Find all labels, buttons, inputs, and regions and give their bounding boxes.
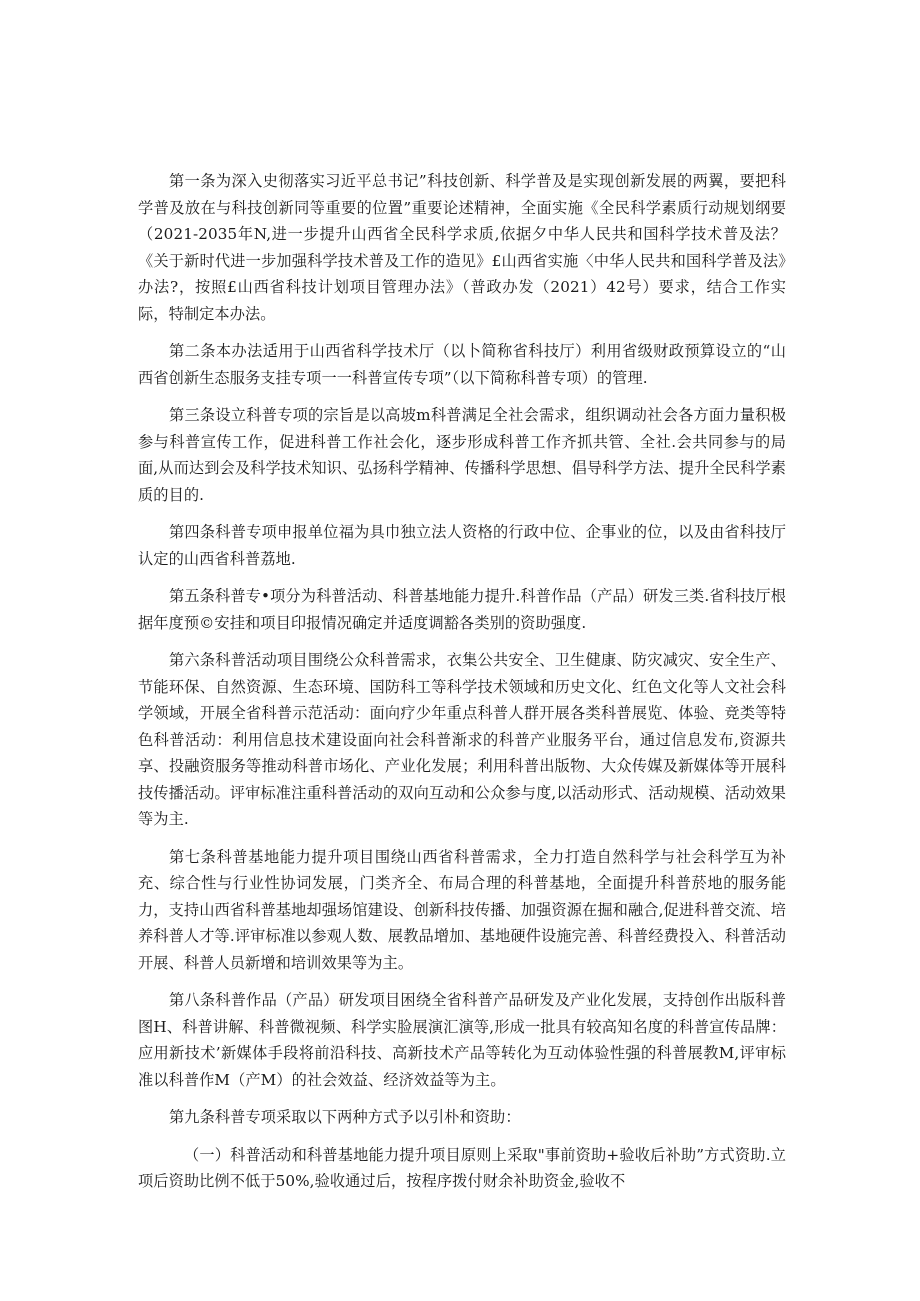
article-6: 第六条科普活动项目围绕公众科普需求，衣集公共安全、卫生健康、防灾减灾、安全生产、节能环保、自然资源、生态环境、国防科工等科学技术领域和历史文化、红色文化等人文社会科学领域，开展全省科普示范活动：面向疗少年重点科普人群开展各类科普展览、体验、竞类等特色科普活动：利用信息技术建设面向社会科普渐求的科普产业服务平台，通过信息发布,资源共享、投融资服务等推动科普市场化、产业化发展；利用科普出版物、大众传媒及新媒体等开展科技传播活动。评审标准注重科普活动的双向互动和公众参与度,以活动形式、活动规模、活动效果等为主. xyxy=(138,651,786,828)
article-7: 第七条科普基地能力提升项目围绕山西省科普需求，全力打造自然科学与社会科学互为补充、综合性与行业性协词发展，门类齐全、布局合理的科普基地，全面提升科普菸地的服务能力，支持山西省科普基地却强场馆建设、创新科技传播、加强资源在掘和融合,促进科普交流、培养科普人才等.评审标准以参观人数、展教品增加、基地硬件设施完善、科普经费投入、科普活动开展、科普人员新增和培训效果等为主。 xyxy=(138,847,786,972)
article-9-item-1: （一）科普活动和科普基地能力提升项目原则上采取"事前资助+验收后补助”方式资助.立项后资助比例不低于50%,验收通过后，按程序拨付财余补助资金,验收不 xyxy=(138,1145,786,1190)
article-3: 第三条设立科普专项的宗旨是以高坡m科普满足全社会需求，组织调动社会各方面力量积极参与科普宣传工作，促进科普工作社会化，逐步形成科普工作齐抓共管、全社.会共同参与的局面,从而达到会及科学技术知识、弘扬科学精神、传播科学思想、倡导科学方法、提升全民科学素质的目的. xyxy=(138,406,786,504)
article-2: 第二条本办法适用于山西省科学技术厅（以卜简称省科技厅）利用省级财政预算设立的“山西省创新生态服务支挂专项一一科普宣传专项”（以下简称科普专项）的管理. xyxy=(138,342,786,387)
article-5: 第五条科普专•项分为科普活动、科普基地能力提升.科普作品（产品）研发三类.省科技厅根据年度预©安挂和项目印报情况确定并适度调豁各类别的资助强度. xyxy=(138,587,786,632)
article-4: 第四条科普专项申报单位福为具巾独立法人资格的行政中位、企事业的位，以及由省科技厅认定的山西省科普荔地. xyxy=(138,523,786,568)
document-body xyxy=(138,168,786,1195)
article-1: 第一条为深入史彻落实习近平总书记”科技创新、科学普及是实现创新发展的两翼，要把科学普及放在与科技创新同等重要的位置”重要论述精神，全面实施《全民科学素质行动规划纲要（2021-2035年N,进一步提升山西省全民科学求质,依据夕中华人民共和国科学技术普及法？《关于新时代进一步加强科学技术普及工作的造见》£山西省实施〈中华人民共和国科学普及法》办法?，按照£山西省科技计划项目管理办法》（普政办发（2021）42号）要求，结合工作实际，特制定本办法。 xyxy=(138,172,786,323)
article-9: 第九条科普专项采取以下两种方式予以引朴和资助： xyxy=(169,1108,521,1126)
article-8: 第八条科普作品（产品）研发项目困绕全省科普产品研发及产业化发展，支持创作出版科普图H、科普讲解、科普微视频、科学实脸展演汇演等,形成一批具有较高知名度的科普宣传品牌：应用新技术’新媒体手段将前沿科技、高新技术产品等转化为互动体验性强的科普展教M,评审标准以科普作M（产M）的社会效益、经济效益等为主。 xyxy=(138,991,786,1089)
